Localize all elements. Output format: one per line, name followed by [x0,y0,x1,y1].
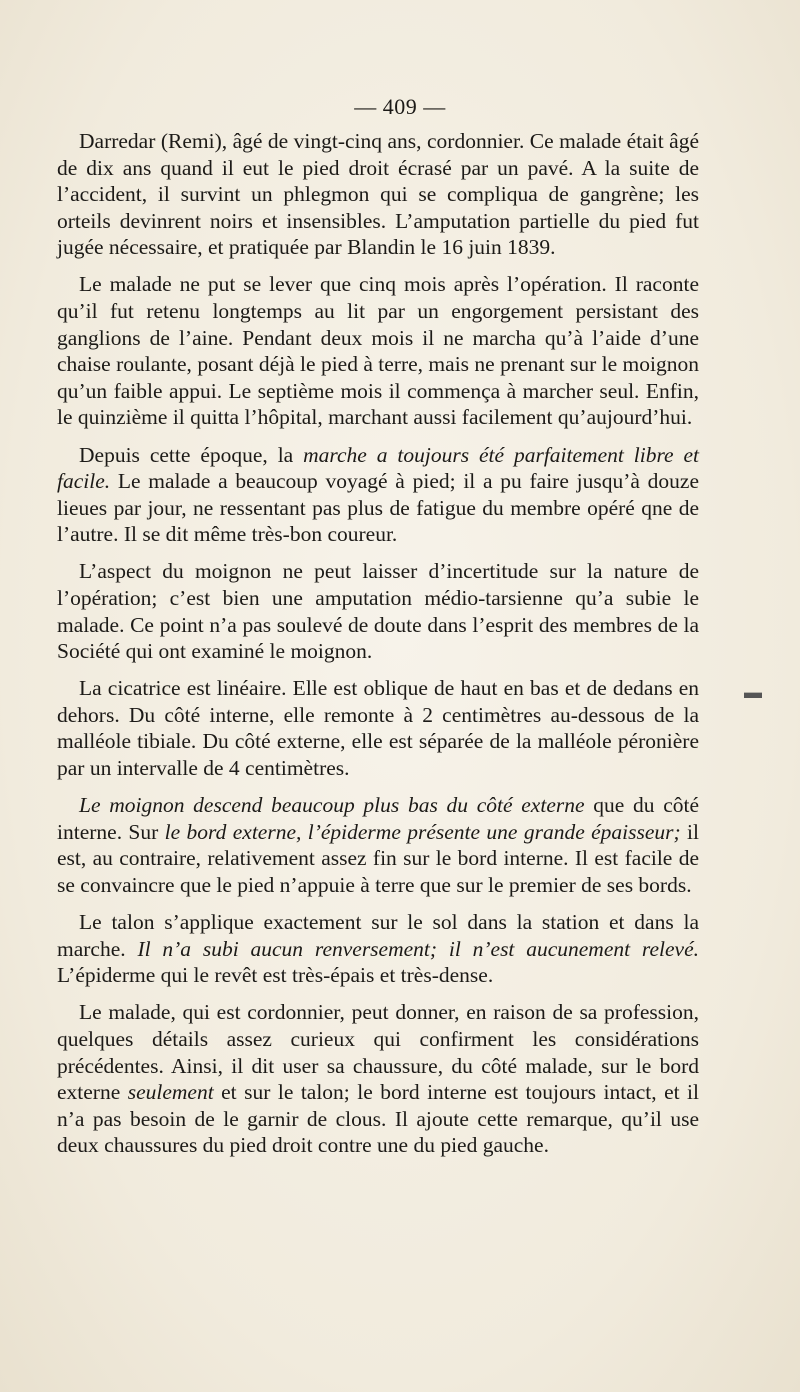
text-run: Le malade, qui est cordonnier, peut donner, en raison de sa profession, quelques détails assez curieux qui confirment les considérations précédentes. Ainsi, il dit user sa chaussure, du côté malade, sur le bord externe [57,1000,699,1105]
text-run: L’épiderme qui le revêt est très-épais et très-dense. [57,963,494,988]
text-run: et sur le talon; le bord interne est toujours intact, et il n’a pas besoin de le garnir de clous. Il ajoute cette remarque, qu’il use deux chaussures du pied droit contre une du pied gauche. [57,1080,699,1158]
italic-run: Il n’a subi aucun renversement; il n’est aucunement relevé. [137,936,699,961]
paragraph [57,128,699,261]
text-run: L’aspect du moignon ne peut laisser d’incertitude sur la nature de l’opération; c’est bien une amputation médio-tarsienne qu’a subie le malade. Ce point n’a pas soulevé de doute dans l’esprit des membres de la Société qui ont examiné le moignon. [57,559,699,664]
paragraph [57,442,699,548]
paragraph [57,558,699,664]
margin-mark: ▬ [744,682,762,702]
text-run: il est, au contraire, relativement assez fin sur le bord interne. Il est facile de se convaincre que le pied n’appuie à terre que sur le premier de ses bords. [57,819,699,897]
text-run: que du côté interne. Sur [57,793,700,844]
italic-run: seulement [127,1080,214,1105]
paragraph [57,675,699,781]
paragraph [57,271,699,431]
text-run: Le malade ne put se lever que cinq mois après l’opération. Il raconte qu’il fut retenu longtemps au lit par un engorgement persistant des ganglions de l’aine. Pendant deux mois il ne marcha qu’à l’aide d’une chaise roulante, posant déjà le pied à terre, mais ne prenant sur le moignon qu’un faible appui. Le septième mois il commença à marcher seul. Enfin, le quinzième il quitta l’hôpital, marchant aussi facilement qu’aujourd’hui. [57,272,699,430]
text-run: Le malade a beaucoup voyagé à pied; il a pu faire jusqu’à douze lieues par jour, ne ressentant pas plus de fatigue du membre opéré qne de l’autre. Il se dit même très-bon coureur. [57,469,699,547]
text-run: La cicatrice est linéaire. Elle est oblique de haut en bas et de dedans en dehors. Du côté interne, elle remonte à 2 centimètres au-dessous de la malléole tibiale. Du côté externe, elle est séparée de la malléole péronière par un intervalle de 4 centimètres. [57,676,699,781]
italic-run: le bord externe, l’épiderme présente une grande épaisseur; [164,819,681,844]
text-run: Le talon s’applique exactement sur le sol dans la station et dans la marche. [57,910,699,961]
italic-run: marche a toujours été parfaitement libre et facile. [57,442,699,494]
body-text [57,128,699,1159]
text-run: Darredar (Remi), âgé de vingt-cinq ans, cordonnier. Ce malade était âgé de dix ans quand il eut le pied droit écrasé par un pavé. A la suite de l’accident, il survint un phlegmon qui se compliqua de gangrène; les orteils devinrent noirs et insensibles. L’amputation partielle du pied fut jugée nécessaire, et pratiquée par Blandin le 16 juin 1839. [57,129,699,260]
paragraph [57,909,699,989]
page-number: — 409 — [354,94,446,119]
text-run: Depuis cette époque, la [79,442,304,467]
paragraph [57,999,699,1159]
italic-run: Le moignon descend beaucoup plus bas du côté externe [79,793,585,818]
paragraph [57,792,699,898]
